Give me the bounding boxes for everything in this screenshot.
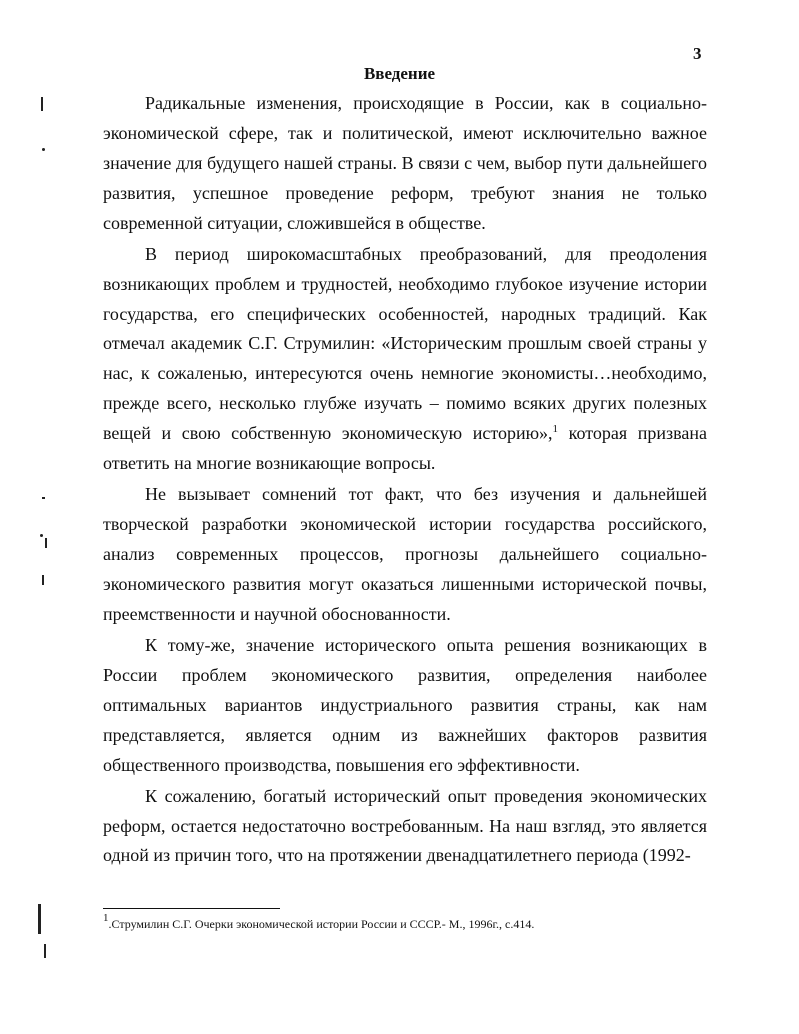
body-text xyxy=(103,89,707,873)
paragraph-2-text: В период широкомасштабных преобразований, для преодоления возникающих проблем и трудностей, необходимо глубокое изучение истории государства, его специфических особенностей, народных традиций. Как отмечал академик С.Г. Струмилин: «Историческим прошлым своей страны у нас, к сожаленью, интересуются очень немногие экономисты…необходимо, прежде всего, несколько глубже изучать – помимо всяких других полезных вещей и свою собственную экономическую историю», xyxy=(103,243,707,444)
paragraph-4: К тому-же, значение исторического опыта решения возникающих в России проблем экономического развития, определения наиболее оптимальных вариантов индустриального развития страны, как нам представляется, является одним из важнейших факторов развития общественного производства, повышения его эффективности. xyxy=(103,634,707,775)
paragraph-1: Радикальные изменения, происходящие в России, как в социально-экономической сфере, так и политической, имеют исключительно важное значение для будущего нашей страны. В связи с чем, выбор пути дальнейшего развития, успешное проведение реформ, требуют знания не только современной ситуации, сложившейся в обществе. xyxy=(103,93,707,233)
paragraph-3: Не вызывает сомнений тот факт, что без изучения и дальнейшей творческой разработки экономической истории государства российского, анализ современных процессов, прогнозы дальнейшего социально-экономического развития могут оказаться лишенными исторической почвы, преемственности и научной обоснованности. xyxy=(103,484,707,624)
scan-mark xyxy=(40,534,43,537)
page-number: 3 xyxy=(693,44,702,63)
scan-mark xyxy=(45,538,47,548)
footnote-divider xyxy=(103,908,280,909)
scan-mark xyxy=(42,497,45,499)
paragraph-2-tail: которая призвана ответить на многие возникающие вопросы. xyxy=(103,423,707,474)
paragraph-2 xyxy=(103,240,707,479)
footnote-text: .Струмилин С.Г. Очерки экономической истории России и СССР.- М., 1996г., с.414. xyxy=(108,917,535,931)
scan-mark xyxy=(42,148,45,151)
footnote xyxy=(103,912,535,932)
paragraph-5: К сожалению, богатый исторический опыт проведения экономических реформ, остается недостаточно востребованным. На наш взгляд, это является одной из причин того, что на протяжении двенадцатилетнего периода (1992- xyxy=(103,785,707,866)
scan-mark xyxy=(42,575,44,585)
footnote-reference[interactable]: 1 xyxy=(552,423,559,436)
scan-mark xyxy=(44,944,46,958)
scan-mark xyxy=(38,904,41,934)
footnote-marker: 1 xyxy=(103,912,109,924)
scan-mark xyxy=(41,97,43,111)
page-title: Введение xyxy=(363,64,436,83)
